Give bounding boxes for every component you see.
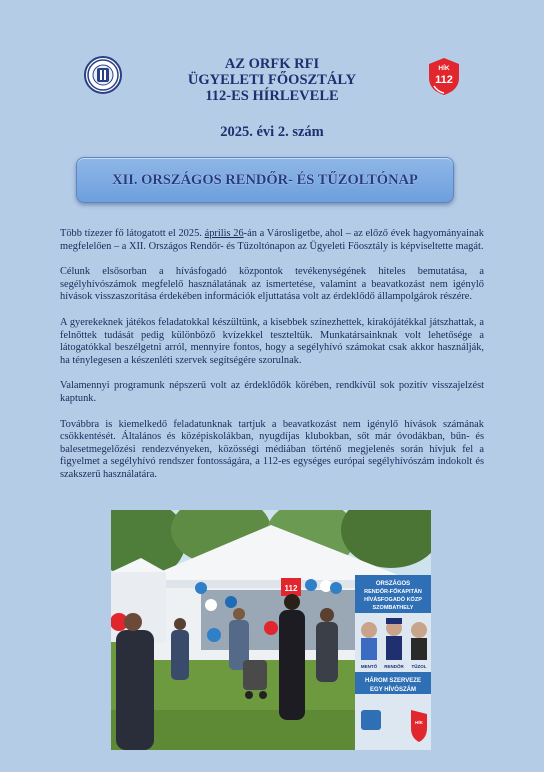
banner-caption-3: TŰZOL (411, 664, 427, 669)
hik-label: HÍK (438, 65, 450, 72)
banner-line-3: HÍVÁSFOGADÓ KÖZP (364, 597, 422, 603)
paragraph-1-end: -án a Városligetbe, ahol – az előző évek hagyományainak megfelelően – a XII. Országos Rendőr- és Tűzoltónapon az Ügyeleti Főosztály is képviseltette magát. (60, 228, 484, 252)
banner-caption-1: MENTŐ (360, 664, 378, 669)
article-body (60, 228, 484, 495)
paragraph-1-start: Több tízezer fő látogatott el 2025. (60, 228, 205, 239)
header-line-1: AZ ORFK RFI (224, 56, 320, 72)
banner-line-6: EGY HÍVÓSZÁM (370, 687, 416, 693)
paragraph-5: Továbbra is kiemelkedő feladatunknak tartjuk a beavatkozást nem igénylő hívások számának csökkentését. Általános és középiskolákban, nyugdíjas klubokban, sőt már óvodákban, bűn- és balesetmegelőzési rendezvényeken, közösségi médiában történő megjelenés során hívjuk fel a figyelmet a segélyhívó rendszer fontosságára, a 112-es egységes európai segélyhívószám indokolt és szakszerű használatára. (60, 418, 484, 480)
banner-line-5: HÁROM SZERVEZE (365, 678, 421, 684)
hik-112-logo (426, 56, 462, 96)
orfk-emblem-logo (84, 56, 122, 94)
header-line-3: 112-ES HÍRLEVELE (205, 88, 339, 104)
banner-line-1: ORSZÁGOS (375, 581, 411, 587)
header-line-2: ÜGYELETI FŐOSZTÁLY (187, 72, 357, 88)
paragraph-1-date: április 26 (204, 228, 244, 239)
paragraph-4: Valamennyi programunk népszerű volt az érdeklődők körében, rendkívül sok pozitív visszajelzést kaptunk. (60, 380, 484, 404)
banner-caption-2: RENDŐR (384, 664, 404, 669)
issue-number: 2025. évi 2. szám (220, 124, 324, 140)
tent-112-sign: 112 (284, 584, 298, 593)
article-title: XII. ORSZÁGOS RENDŐR- ÉS TŰZOLTÓNAP (112, 172, 418, 188)
paragraph-3: A gyerekeknek játékos feladatokkal készültünk, a kisebbek színezhettek, kirakójátékkal játszhattak, a felnőttek tudását pedig különböző kvízekkel teszteltük. Munkatársainknak volt lehetősége a látogatókkal beszélgetni arról, mennyire fontos, hogy a segélyhívó számokat csak akkor használják, ha ténylegesen a készenléti szervek segítségére szorulnak. (60, 316, 484, 366)
paragraph-1 (60, 228, 484, 253)
banner-line-2: RENDŐR-FŐKAPITÁN (364, 589, 422, 595)
article-title-banner (76, 157, 454, 203)
hik-112-number: 112 (435, 74, 453, 86)
event-photo (111, 510, 431, 750)
banner-hik-label: HÍK (415, 720, 423, 725)
paragraph-2: Célunk elsősorban a hívásfogadó központok tevékenységének hiteles bemutatása, a segélyhívószámok megfelelő használatának az ismertetése, valamint a beavatkozást nem igénylő hívások visszaszorítása érdekében információk eljuttatása volt az érdeklődő állampolgárok részére. (60, 266, 484, 303)
newsletter-header (150, 56, 394, 104)
banner-line-4: SZOMBATHELY (372, 605, 414, 611)
